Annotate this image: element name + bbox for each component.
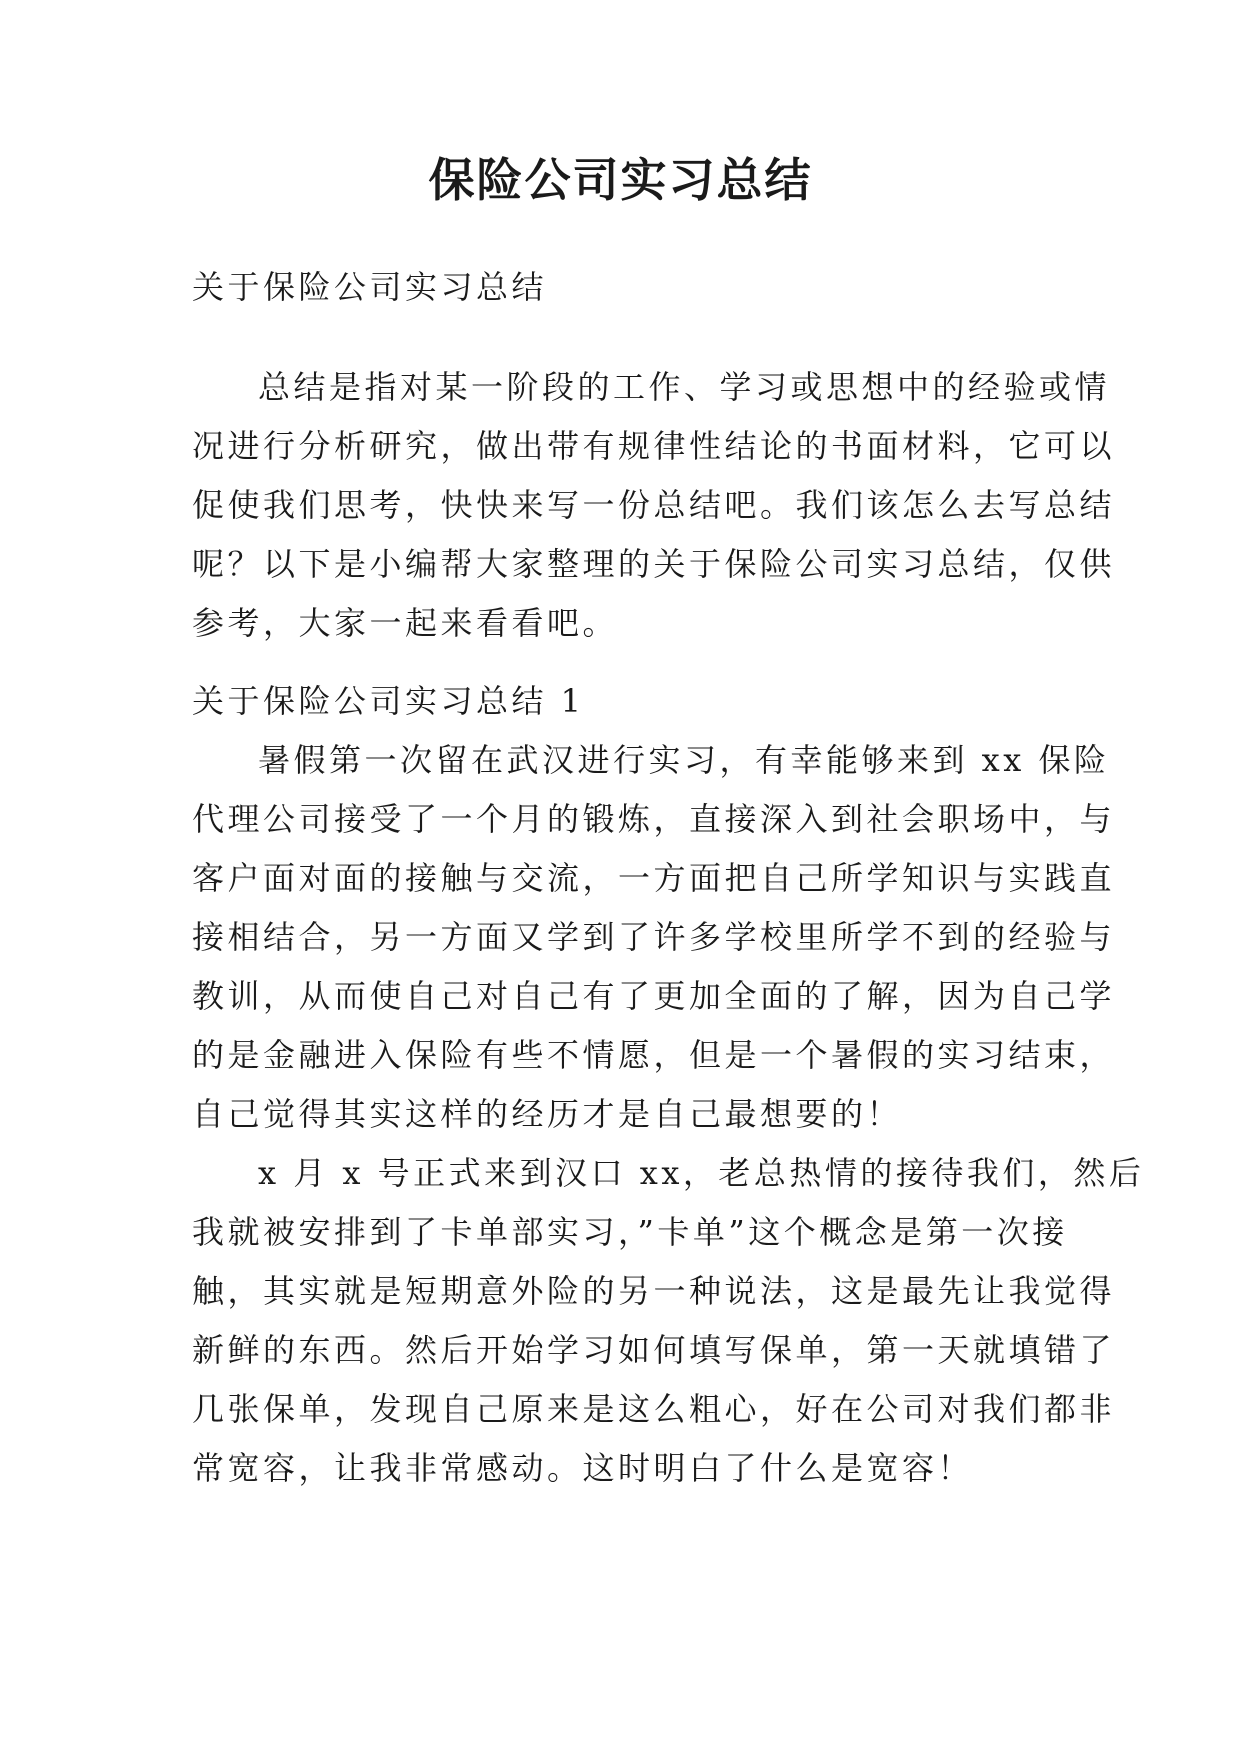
intro-line: 促使我们思考，快快来写一份总结吧。我们该怎么去写总结 xyxy=(192,486,1116,524)
section-heading: 关于保险公司实习总结 1 xyxy=(192,682,585,720)
subtitle-text: 关于保险公司实习总结 xyxy=(192,268,548,306)
paragraph-line: 自己觉得其实这样的经历才是自己最想要的！ xyxy=(192,1095,903,1133)
paragraph-line: 触，其实就是短期意外险的另一种说法，这是最先让我觉得 xyxy=(192,1272,1116,1310)
paragraph-line: 常宽容，让我非常感动。这时明白了什么是宽容！ xyxy=(192,1449,974,1487)
intro-line: 参考，大家一起来看看吧。 xyxy=(192,604,619,642)
paragraph-line: 接相结合，另一方面又学到了许多学校里所学不到的经验与 xyxy=(192,918,1116,956)
paragraph-line: 几张保单，发现自己原来是这么粗心，好在公司对我们都非 xyxy=(192,1390,1116,1428)
paragraph-line: x 月 x 号正式来到汉口 xx，老总热情的接待我们，然后 xyxy=(258,1154,1145,1192)
intro-paragraph xyxy=(192,358,1116,653)
section-1 xyxy=(192,672,1145,1498)
document-title: 保险公司实习总结 xyxy=(428,153,813,207)
intro-line: 呢？以下是小编帮大家整理的关于保险公司实习总结，仅供 xyxy=(192,545,1116,583)
paragraph-line: 的是金融进入保险有些不情愿，但是一个暑假的实习结束， xyxy=(192,1036,1116,1074)
intro-line: 况进行分析研究，做出带有规律性结论的书面材料，它可以 xyxy=(192,427,1116,465)
paragraph-line: 我就被安排到了卡单部实习，”卡单”这个概念是第一次接 xyxy=(192,1213,1068,1251)
paragraph-line: 新鲜的东西。然后开始学习如何填写保单，第一天就填错了 xyxy=(192,1331,1116,1369)
paragraph-line: 代理公司接受了一个月的锻炼，直接深入到社会职场中，与 xyxy=(192,800,1116,838)
intro-line: 总结是指对某一阶段的工作、学习或思想中的经验或情 xyxy=(258,368,1111,406)
paragraph-line: 客户面对面的接触与交流，一方面把自己所学知识与实践直 xyxy=(192,859,1116,897)
paragraph-line: 暑假第一次留在武汉进行实习，有幸能够来到 xx 保险 xyxy=(258,741,1110,779)
subtitle xyxy=(192,258,1062,317)
paragraph-line: 教训，从而使自己对自己有了更加全面的了解，因为自己学 xyxy=(192,977,1116,1015)
